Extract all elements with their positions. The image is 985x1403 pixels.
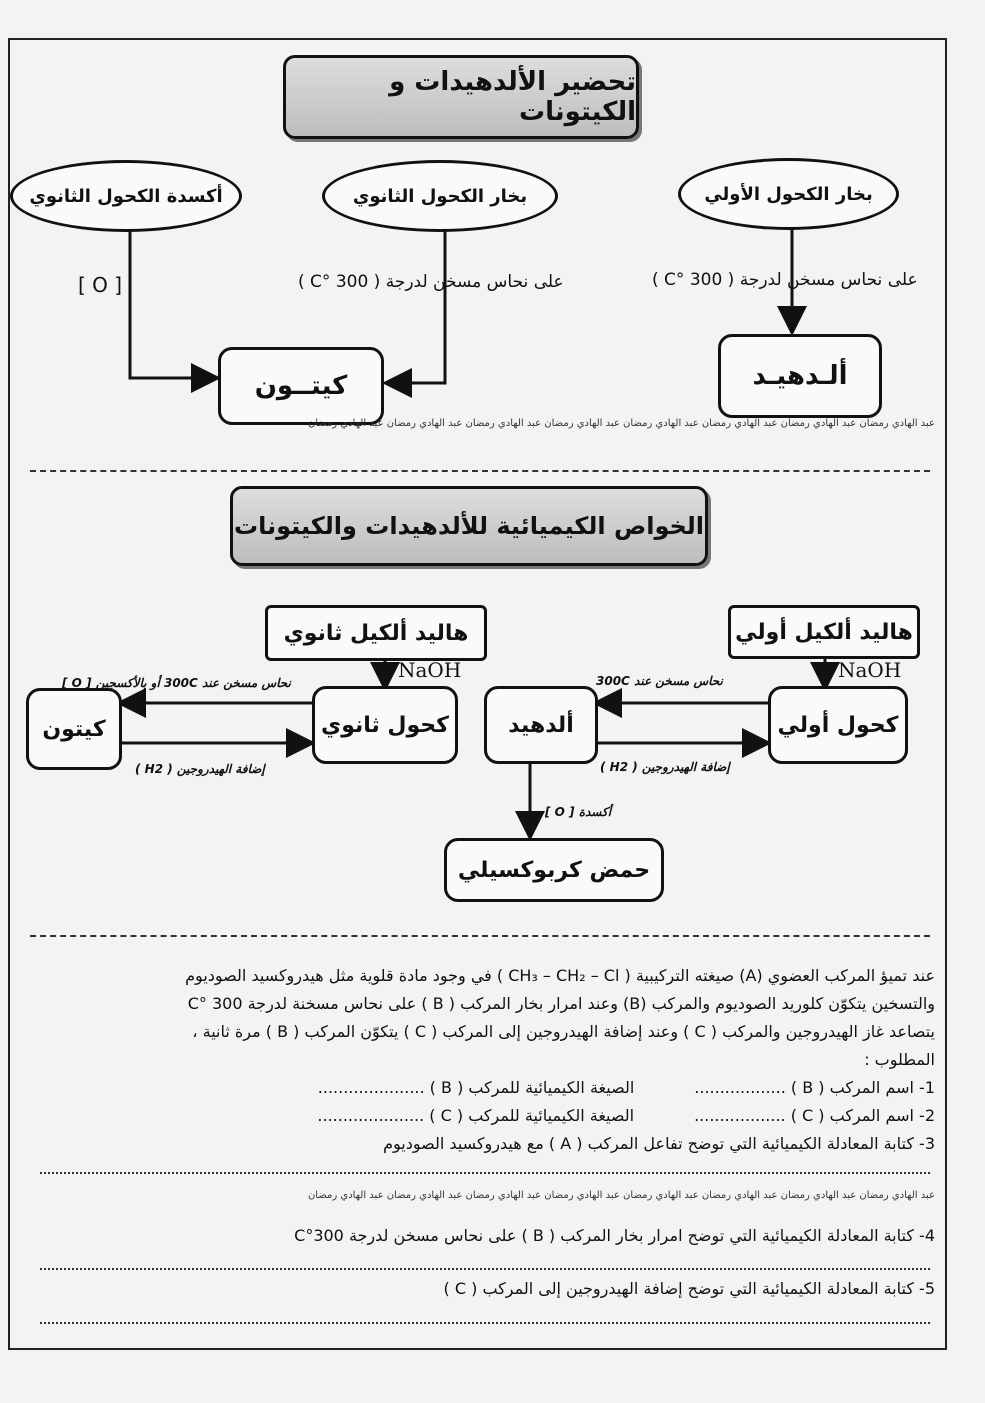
box-carboxylic-acid: حمض كربوكسيلي — [444, 838, 664, 902]
answer-line — [40, 1172, 930, 1174]
box-primary-halide: هاليد ألكيل أولي — [728, 605, 920, 659]
box-ketone-2: كيتون — [26, 688, 122, 770]
answer-line — [40, 1268, 930, 1270]
question-4: 4- كتابة المعادلة الكيميائية التي توضح امرار بخار المركب ( B ) على نحاس مسخن لدرجة 300°C — [294, 1226, 935, 1245]
ellipse-primary-alcohol-vapor: بخار الكحول الأولي — [678, 158, 899, 230]
question-line: عند تميؤ المركب العضوي (A) صيغته التركيبية ( CH₃ – CH₂ – Cl ) في وجود مادة قلوية مثل هيدروكسيد الصوديوم — [185, 966, 935, 985]
item-name: 1- اسم المركب ( B ) .................. — [694, 1078, 935, 1097]
box-primary-alcohol: كحول أولي — [768, 686, 908, 764]
question-line: المطلوب : — [864, 1050, 935, 1069]
item-formula: الصيغة الكيميائية للمركب ( C ) ..................... — [317, 1106, 635, 1125]
arrow-secondary-vapor — [388, 228, 445, 383]
ellipse-oxidation-secondary-alcohol: أكسدة الكحول الثانوي — [10, 160, 242, 232]
watermark: عبد الهادي رمضان عبد الهادي رمضان عبد الهادي رمضان عبد الهادي رمضان عبد الهادي رمضان عبد الهادي رمضان عبد الهادي رمضان عبد الهادي رمضان — [307, 418, 935, 429]
label-copper-or-oxygen: نحاس مسخن عند 300C أو بالأكسجين [ O ] — [62, 676, 291, 690]
answer-line — [40, 1322, 930, 1324]
question-item-2 — [30, 1102, 935, 1130]
question-paragraph — [30, 962, 935, 1158]
box-ketone: كيتــون — [218, 347, 384, 425]
box-aldehyde: ألـدهيـد — [718, 334, 882, 418]
watermark: عبد الهادي رمضان عبد الهادي رمضان عبد الهادي رمضان عبد الهادي رمضان عبد الهادي رمضان عبد الهادي رمضان عبد الهادي رمضان عبد الهادي رمضان — [307, 1190, 935, 1201]
divider — [30, 935, 930, 937]
ellipse-secondary-alcohol-vapor: بخار الكحول الثانوي — [322, 160, 558, 232]
divider — [30, 470, 930, 472]
box-secondary-halide: هاليد ألكيل ثانوي — [265, 605, 487, 661]
section1-title: تحضير الألدهيدات و الكيتونات — [283, 55, 639, 139]
box-secondary-alcohol: كحول ثانوي — [312, 686, 458, 764]
box-aldehyde-2: ألدهيد — [484, 686, 598, 764]
question-3: 3- كتابة المعادلة الكيميائية التي توضح تفاعل المركب ( A ) مع هيدروكسيد الصوديوم — [383, 1134, 935, 1153]
label-oxidation-2: أكسدة [ O ] — [545, 805, 612, 819]
label-copper-300-right: على نحاس مسخن لدرجة ( 300 °C ) — [652, 270, 918, 290]
label-copper-300-right-2: نحاس مسخن عند 300C — [596, 674, 723, 688]
question-item-1 — [30, 1074, 935, 1102]
section2-title: الخواص الكيميائية للألدهيدات والكيتونات — [230, 486, 708, 566]
question-line: والتسخين يتكوّن كلوريد الصوديوم والمركب (B) وعند امرار بخار المركب ( B ) على نحاس مسخنة لدرجة 300 °C — [187, 994, 935, 1013]
label-naoh-right: NaOH — [838, 658, 902, 682]
item-name: 2- اسم المركب ( C ) .................. — [694, 1106, 935, 1125]
label-hydrogen-left: إضافة الهيدروجين ( H2 ) — [135, 762, 265, 776]
label-naoh-left: NaOH — [398, 658, 462, 682]
label-hydrogen-right: إضافة الهيدروجين ( H2 ) — [600, 760, 730, 774]
label-copper-300-middle: على نحاس مسخن لدرجة ( 300 °C ) — [298, 272, 564, 292]
question-line: يتصاعد غاز الهيدروجين والمركب ( C ) وعند إضافة الهيدروجين إلى المركب ( C ) يتكوّن المركب ( B ) مرة ثانية ، — [192, 1022, 935, 1041]
arrow-oxidation — [130, 225, 215, 378]
question-5: 5- كتابة المعادلة الكيميائية التي توضح إضافة الهيدروجين إلى المركب ( C ) — [443, 1279, 935, 1298]
label-oxidation: [ O ] — [78, 273, 123, 297]
item-formula: الصيغة الكيميائية للمركب ( B ) ..................... — [317, 1078, 635, 1097]
